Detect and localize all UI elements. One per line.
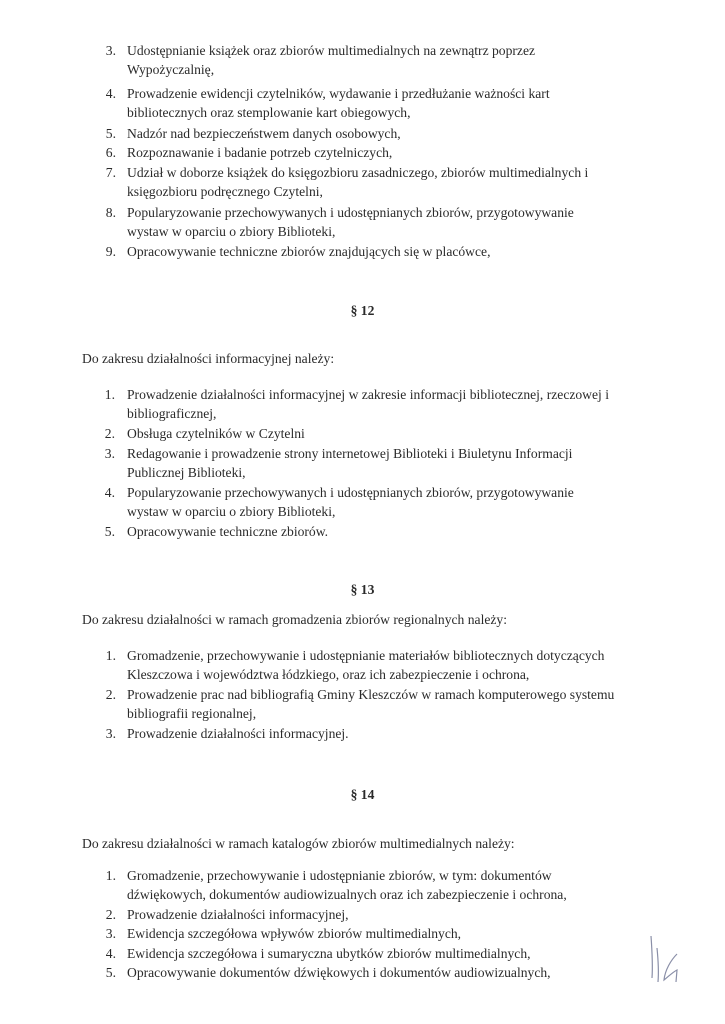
item-number: 4. bbox=[104, 485, 115, 500]
item-number: 1. bbox=[105, 868, 116, 883]
item-number: 2. bbox=[105, 907, 116, 922]
section-12-intro: Do zakresu działalności informacyjnej należy: bbox=[82, 351, 335, 366]
item-number: 9. bbox=[105, 244, 116, 259]
item-text: Obsługa czytelników w Czytelni bbox=[127, 426, 305, 441]
item-number: 2. bbox=[105, 687, 116, 702]
handwritten-initials bbox=[643, 930, 683, 990]
section-13-intro: Do zakresu działalności w ramach gromadzenia zbiorów regionalnych należy: bbox=[82, 612, 508, 627]
item-number: 5. bbox=[105, 126, 116, 141]
section-13-heading: § 13 bbox=[350, 582, 375, 597]
item-text: Udział w doborze książek do księgozbioru zasadniczego, zbiorów multimedialnych i księgozbioru podręcznego Czytelni, bbox=[127, 165, 589, 199]
item-number: 1. bbox=[104, 387, 115, 402]
item-text: Opracowywanie dokumentów dźwiękowych i dokumentów audiowizualnych, bbox=[127, 965, 551, 980]
item-text: Rozpoznawanie i badanie potrzeb czytelniczych, bbox=[127, 145, 393, 160]
item-text: Opracowywanie techniczne zbiorów znajdujących się w placówce, bbox=[127, 244, 491, 259]
item-text: Popularyzowanie przechowywanych i udostępnianych zbiorów, przygotowywanie wystaw w oparciu o zbiory Biblioteki, bbox=[127, 485, 574, 519]
item-text: Gromadzenie, przechowywanie i udostępnianie zbiorów, w tym: dokumentów dźwiękowych, dokumentów audiowizualnych oraz ich zabezpieczenie i ochrona, bbox=[127, 868, 567, 902]
item-number: 7. bbox=[105, 165, 116, 180]
item-text: Prowadzenie działalności informacyjnej w zakresie informacji bibliotecznej, rzeczowej i bibliograficznej, bbox=[127, 387, 609, 421]
item-number: 3. bbox=[104, 446, 115, 461]
item-text: Ewidencja szczegółowa wpływów zbiorów multimedialnych, bbox=[127, 926, 462, 941]
item-text: Opracowywanie techniczne zbiorów. bbox=[127, 524, 329, 539]
item-number: 8. bbox=[105, 205, 116, 220]
item-number: 4. bbox=[105, 946, 116, 961]
item-text: Ewidencja szczegółowa i sumaryczna ubytków zbiorów multimedialnych, bbox=[127, 946, 531, 961]
item-text: Popularyzowanie przechowywanych i udostępnianych zbiorów, przygotowywanie wystaw w oparciu o zbiory Biblioteki, bbox=[127, 205, 574, 239]
item-number: 6. bbox=[105, 145, 116, 160]
item-text: Redagowanie i prowadzenie strony internetowej Biblioteki i Biuletynu Informacji Publicznej Biblioteki, bbox=[127, 446, 573, 480]
item-text: Nadzór nad bezpieczeństwem danych osobowych, bbox=[127, 126, 401, 141]
item-number: 3. bbox=[105, 926, 116, 941]
item-number: 5. bbox=[105, 965, 116, 980]
section-14-heading: § 14 bbox=[350, 787, 375, 802]
item-number: 3. bbox=[105, 726, 116, 741]
item-number: 5. bbox=[104, 524, 115, 539]
item-text: Prowadzenie działalności informacyjnej, bbox=[127, 907, 349, 922]
section-12-heading: § 12 bbox=[350, 303, 375, 318]
item-number: 3. bbox=[105, 43, 116, 58]
item-text: Udostępnianie książek oraz zbiorów multimedialnych na zewnątrz poprzez Wypożyczalnię, bbox=[127, 43, 536, 77]
item-text: Gromadzenie, przechowywanie i udostępnianie materiałów bibliotecznych dotyczących Kleszczowa i województwa łódzkiego, oraz ich zabezpieczenie i ochrona, bbox=[127, 648, 605, 682]
item-number: 2. bbox=[104, 426, 115, 441]
section-14-intro: Do zakresu działalności w ramach katalogów zbiorów multimedialnych należy: bbox=[82, 836, 515, 851]
item-text: Prowadzenie ewidencji czytelników, wydawanie i przedłużanie ważności kart bibliotecznych oraz stemplowanie kart obiegowych, bbox=[127, 86, 550, 120]
item-number: 4. bbox=[105, 86, 116, 101]
item-text: Prowadzenie działalności informacyjnej. bbox=[127, 726, 349, 741]
item-text: Prowadzenie prac nad bibliografią Gminy Kleszczów w ramach komputerowego systemu bibliografii regionalnej, bbox=[127, 687, 615, 721]
item-number: 1. bbox=[105, 648, 116, 663]
